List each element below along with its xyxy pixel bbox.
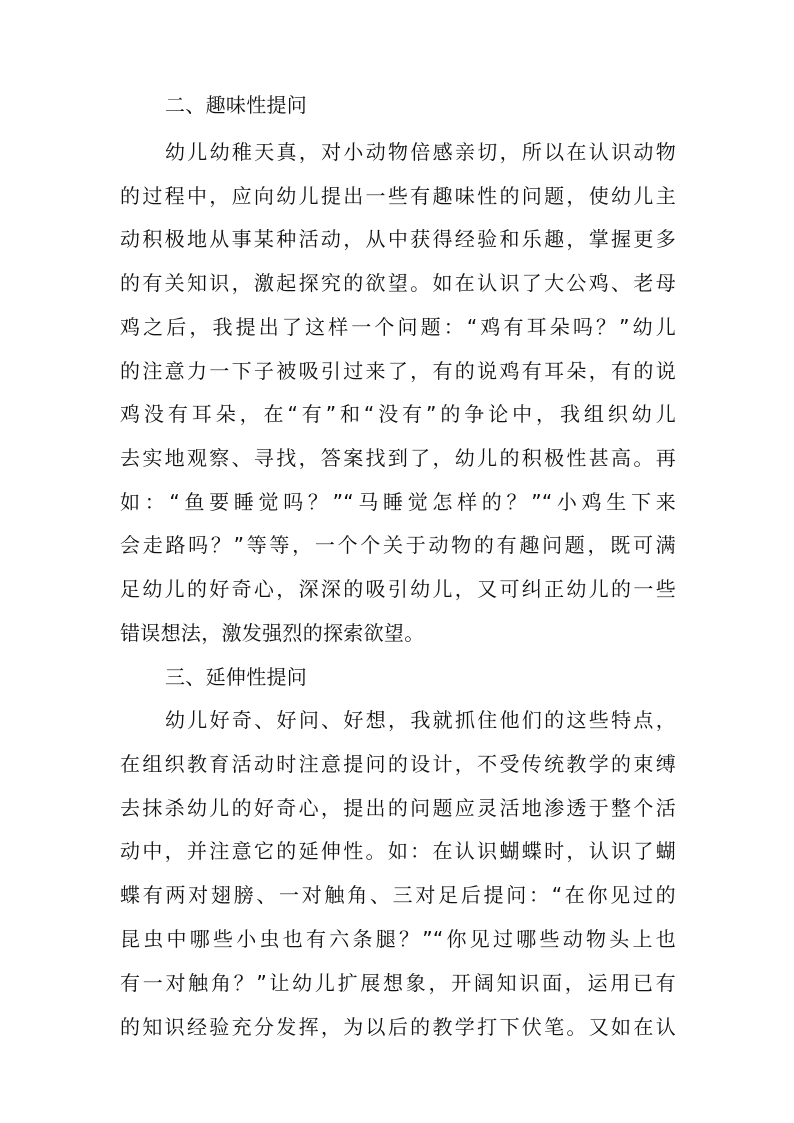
paragraph-line: 幼儿好奇、好问、好想，我就抓住他们的这些特点， (165, 708, 676, 732)
paragraph-line: 的注意力一下子被吸引过来了，有的说鸡有耳朵，有的说 (120, 359, 676, 383)
paragraph-line: 去抹杀幼儿的好奇心，提出的问题应灵活地渗透于整个活 (120, 796, 676, 820)
paragraph-line: 会走路吗？”等等，一个个关于动物的有趣问题，既可满 (120, 533, 676, 557)
paragraph-line: 在组织教育活动时注意提问的设计，不受传统教学的束缚 (120, 752, 676, 776)
paragraph-line: 动积极地从事某种活动，从中获得经验和乐趣，掌握更多 (120, 227, 676, 251)
paragraph-line: 鸡之后，我提出了这样一个问题：“鸡有耳朵吗？”幼儿 (120, 315, 676, 339)
section-heading: 二、趣味性提问 (165, 93, 308, 117)
paragraph-line: 幼儿幼稚天真，对小动物倍感亲切，所以在认识动物 (165, 140, 676, 164)
section-heading: 三、延伸性提问 (165, 665, 308, 689)
paragraph-line: 动中，并注意它的延伸性。如：在认识蝴蝶时，认识了蝴 (120, 839, 676, 863)
paragraph-line: 如：“鱼要睡觉吗？”“马睡觉怎样的？”“小鸡生下来 (120, 490, 676, 514)
paragraph-line: 的过程中，应向幼儿提出一些有趣味性的问题，使幼儿主 (120, 184, 676, 208)
paragraph-line: 错误想法，激发强烈的探索欲望。 (120, 621, 425, 645)
paragraph-line: 的有关知识，激起探究的欲望。如在认识了大公鸡、老母 (120, 271, 676, 295)
paragraph-line: 的知识经验充分发挥，为以后的教学打下伏笔。又如在认 (120, 1015, 676, 1039)
paragraph-line: 鸡没有耳朵，在“有”和“没有”的争论中，我组织幼儿 (120, 402, 676, 426)
paragraph-line: 足幼儿的好奇心，深深的吸引幼儿，又可纠正幼儿的一些 (120, 577, 676, 601)
paragraph-line: 去实地观察、寻找，答案找到了，幼儿的积极性甚高。再 (120, 446, 676, 470)
paragraph-line: 蝶有两对翅膀、一对触角、三对足后提问：“在你见过的 (120, 883, 676, 907)
paragraph-line: 有一对触角？”让幼儿扩展想象，开阔知识面，运用已有 (120, 971, 676, 995)
paragraph-line: 昆虫中哪些小虫也有六条腿？”“你见过哪些动物头上也 (120, 927, 676, 951)
